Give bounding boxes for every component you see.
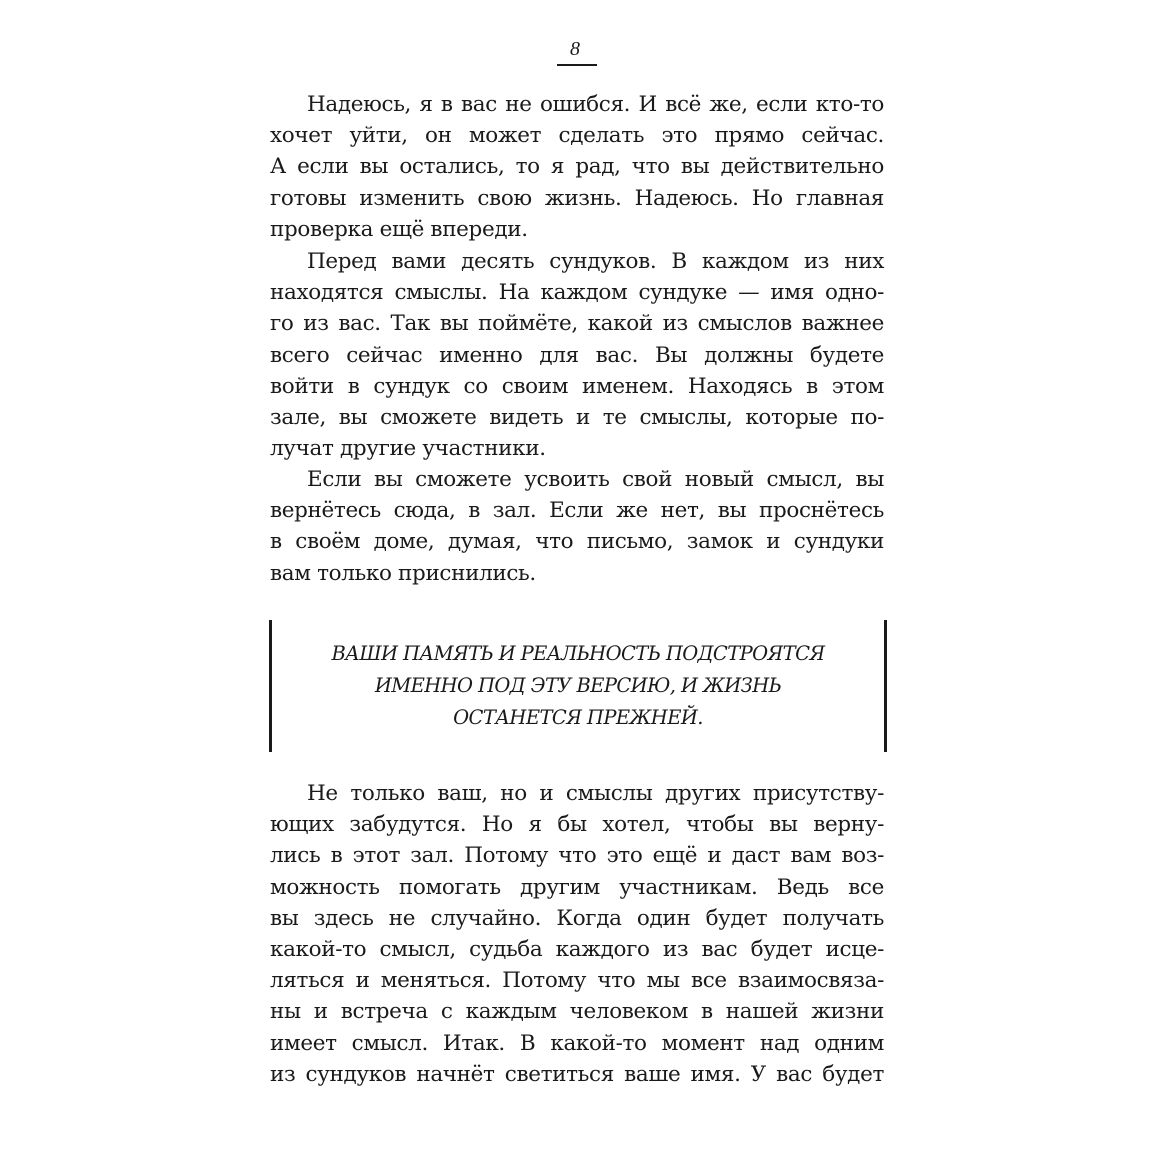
page-number: 8 (570, 38, 580, 60)
text-line: всего сейчас именно для вас. Вы должны будете (270, 342, 884, 368)
quote-left-bar (269, 620, 272, 752)
text-line: войти в сундук со своим именем. Находясь в этом (270, 373, 884, 399)
text-line: Не только ваш, но и смыслы других присутству- (307, 781, 884, 806)
text-line: ны и встреча с каждым человеком в нашей жизни (270, 999, 884, 1025)
text-line: ляться и меняться. Потому что мы все взаимосвяза- (270, 968, 884, 994)
paragraph-2 (270, 246, 884, 464)
text-line: лись в этот зал. Потому что это ещё и даст вам воз- (270, 843, 884, 869)
page-number-rule (557, 64, 597, 66)
quote-line: ИМЕННО ПОД ЭТУ ВЕРСИЮ, И ЖИЗНЬ (374, 674, 782, 697)
quote-line: ВАШИ ПАМЯТЬ И РЕАЛЬНОСТЬ ПОДСТРОЯТСЯ (331, 642, 825, 665)
text-line: А если вы остались, то я рад, что вы действительно (270, 154, 884, 180)
text-line: Перед вами десять сундуков. В каждом из них (307, 249, 884, 274)
quote-right-bar (884, 620, 887, 752)
text-line: вам только приснились. (270, 560, 536, 586)
text-line: готовы изменить свою жизнь. Надеюсь. Но главная (270, 185, 884, 211)
quote-text (279, 638, 877, 734)
text-line: ющих забудутся. Но я бы хотел, чтобы вы верну- (270, 812, 884, 838)
text-line: из сундуков начнёт светиться ваше имя. У вас будет (270, 1061, 884, 1087)
text-line: Если вы сможете усвоить свой новый смысл, вы (307, 467, 884, 492)
text-line: находятся смыслы. На каждом сундуке — имя одно- (270, 280, 884, 306)
text-line: вернётесь сюда, в зал. Если же нет, вы проснётесь (270, 498, 884, 524)
text-line: Надеюсь, я в вас не ошибся. И всё же, если кто-то (307, 92, 884, 117)
text-line: можность помогать другим участникам. Ведь все (270, 874, 884, 900)
text-line: зале, вы сможете видеть и те смыслы, которые по- (270, 405, 884, 431)
paragraph-3 (270, 464, 884, 589)
text-line: хочет уйти, он может сделать это прямо сейчас. (270, 123, 884, 149)
text-line: имеет смысл. Итак. В какой-то момент над одним (270, 1030, 884, 1056)
text-line: какой-то смысл, судьба каждого из вас будет исце- (270, 937, 884, 963)
text-line: лучат другие участники. (270, 436, 546, 462)
text-line: в своём доме, думая, что письмо, замок и сундуки (270, 529, 884, 555)
text-line: проверка ещё впереди. (270, 216, 528, 242)
text-line: го из вас. Так вы поймёте, какой из смыслов важнее (270, 311, 884, 337)
paragraph-4 (270, 778, 884, 1090)
text-line: вы здесь не случайно. Когда один будет получать (270, 905, 884, 931)
quote-line: ОСТАНЕТСЯ ПРЕЖНЕЙ. (453, 706, 703, 729)
pull-quote (269, 620, 887, 752)
paragraph-1 (270, 89, 884, 245)
